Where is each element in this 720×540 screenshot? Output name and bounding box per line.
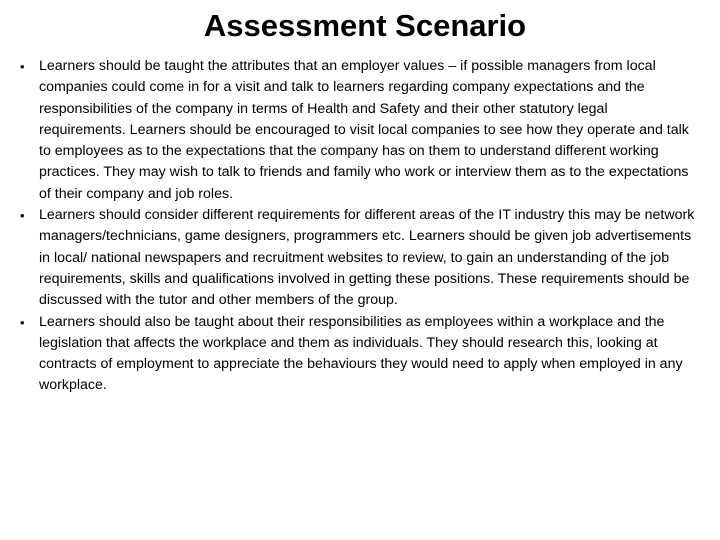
bullet-list [18, 56, 696, 397]
bullet-item [18, 312, 696, 397]
slide-title: Assessment Scenario [203, 8, 527, 43]
bullet-text: Learners should consider different requirements for different areas of the IT industry this may be network managers/technicians, game designers, programmers etc. Learners should be given job advertisements in local/ national newspapers and recruitment websites to review, to gain an understanding of the job requirements, skills and qualifications involved in getting these positions. These requirements should be discussed with the tutor and other members of the group. [39, 207, 695, 309]
bullet-text: Learners should be taught the attributes that an employer values – if possible managers from local companies could come in for a visit and talk to learners regarding company expectations and the responsibilities of the company in terms of Health and Safety and their other statutory legal requirements. Learners should be encouraged to visit local companies to see how they operate and talk to employees as to the expectations that the company has on them to understand different working practices. They may wish to talk to friends and family who work or interview them as to the expectations of their company and job roles. [39, 58, 689, 202]
bullet-icon: • [20, 314, 25, 330]
bullet-icon: • [20, 208, 25, 224]
bullet-icon: • [20, 59, 25, 74]
bullet-text: Learners should also be taught about their responsibilities as employees within a workplace and the legislation that affects the workplace and them as individuals. They should research this, looking at contracts of employment to appreciate the behaviours they would need to apply when employed in any workplace. [39, 313, 683, 394]
bullet-item [18, 56, 696, 205]
bullet-item [18, 205, 696, 311]
